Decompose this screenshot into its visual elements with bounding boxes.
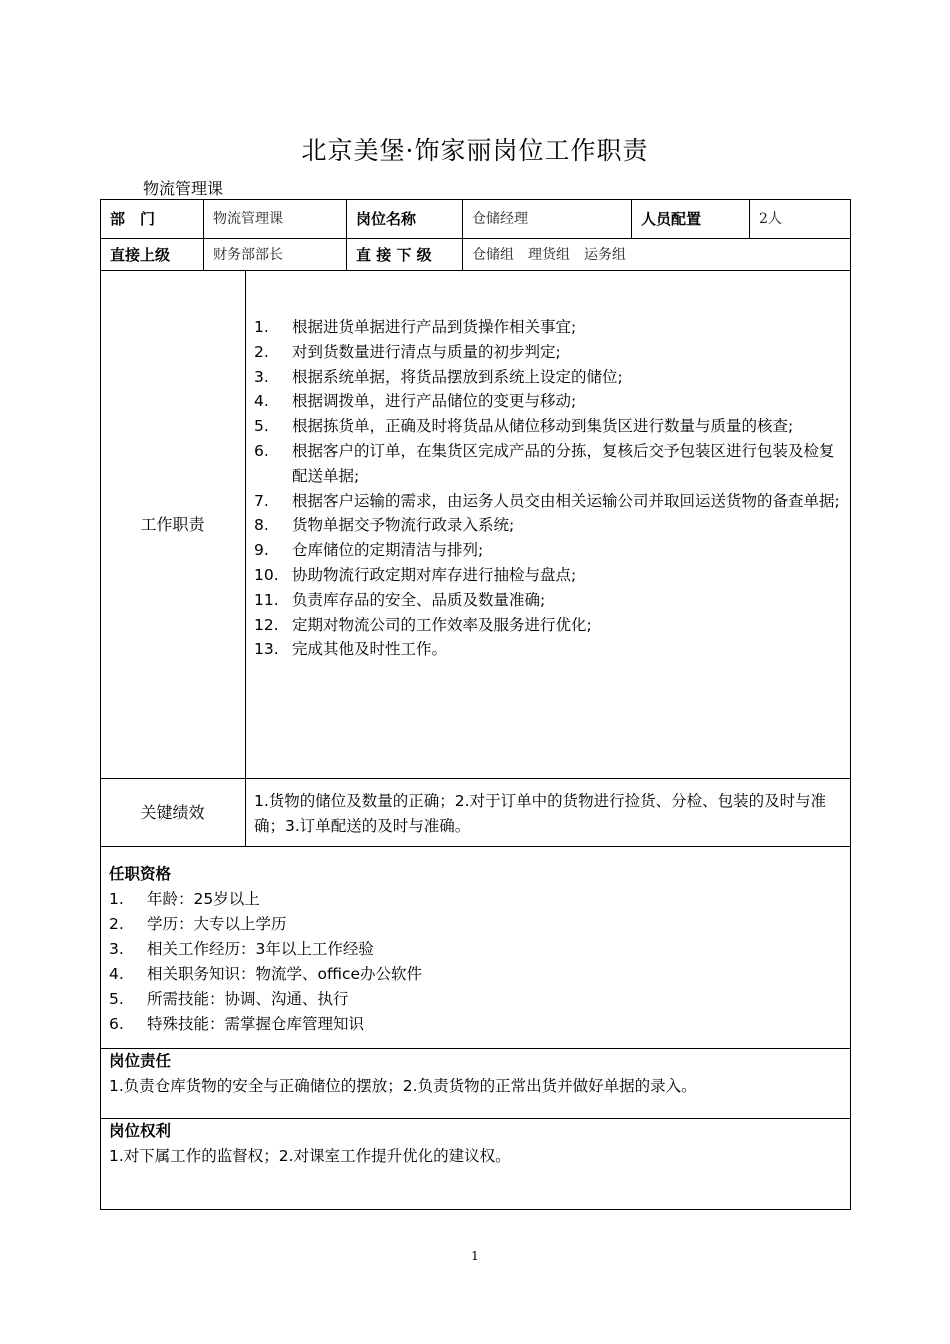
dept-label: 部 门 <box>110 210 156 228</box>
list-item: 2. 学历：大专以上学历 <box>109 915 287 933</box>
qualifications-heading: 任职资格 <box>109 865 172 883</box>
list-item: 10. 协助物流行政定期对库存进行抽检与盘点; <box>254 565 577 584</box>
superior-value: 财务部部长 <box>213 247 283 263</box>
col-divider <box>245 270 246 847</box>
staffing-value: 2人 <box>759 211 782 227</box>
responsibility-text: 1.负责仓库货物的安全与正确储位的摆放；2.负责货物的正常出货并做好单据的录入。 <box>109 1077 697 1095</box>
row-divider <box>100 778 851 779</box>
list-item: 1. 根据进货单据进行产品到货操作相关事宜; <box>254 318 577 336</box>
subordinate-value: 仓储组 理货组 运务组 <box>472 247 626 263</box>
list-item: 5. 根据拣货单，正确及时将货品从储位移动到集货区进行数量与质量的核查; <box>254 417 794 436</box>
page-number: 1 <box>471 1249 479 1263</box>
duties-label: 工作职责 <box>140 515 205 534</box>
col-divider <box>462 199 463 271</box>
superior-label: 直接上级 <box>110 246 171 264</box>
col-divider <box>631 199 632 239</box>
list-item: 12. 定期对物流公司的工作效率及服务进行优化; <box>254 615 592 634</box>
rights-text: 1.对下属工作的监督权；2.对课室工作提升优化的建议权。 <box>109 1147 511 1165</box>
col-divider <box>346 199 347 271</box>
list-item: 7. 根据客户运输的需求，由运务人员交由相关运输公司并取回运送货物的备查单据; <box>254 491 840 510</box>
list-item: 11. 负责库存品的安全、品质及数量准确; <box>254 590 546 609</box>
staffing-label: 人员配置 <box>641 210 702 228</box>
document-title: 北京美堡·饰家丽岗位工作职责 <box>301 136 649 165</box>
list-item: 2. 对到货数量进行清点与质量的初步判定; <box>254 342 561 361</box>
list-item: 4. 根据调拨单，进行产品储位的变更与移动; <box>254 392 577 411</box>
responsibility-section <box>109 1049 839 1099</box>
row-divider <box>100 270 851 271</box>
list-item: 3. 相关工作经历：3年以上工作经验 <box>109 940 374 958</box>
list-item: 6. 根据客户的订单，在集货区完成产品的分拣，复核后交予包装区进行包装及检复配送单据; <box>254 441 835 485</box>
kpi-label: 关键绩效 <box>140 803 205 822</box>
responsibility-heading: 岗位责任 <box>109 1052 172 1070</box>
row-divider <box>100 238 851 239</box>
list-item: 8. 货物单据交予物流行政录入系统; <box>254 516 515 535</box>
col-divider <box>749 199 750 239</box>
col-divider <box>203 199 204 271</box>
list-item: 5. 所需技能：协调、沟通、执行 <box>109 990 349 1008</box>
position-value: 仓储经理 <box>472 211 528 227</box>
list-item: 13. 完成其他及时性工作。 <box>254 640 448 659</box>
list-item: 1. 年龄：25岁以上 <box>109 890 260 908</box>
rights-section <box>109 1119 839 1169</box>
list-item: 4. 相关职务知识：物流学、office办公软件 <box>109 965 423 983</box>
department-caption: 物流管理课 <box>143 179 224 198</box>
kpi-text: 1.货物的储位及数量的正确；2.对于订单中的货物进行捡货、分检、包装的及时与准确；3.订单配送的及时与准确。 <box>254 792 827 835</box>
subordinate-label: 直 接 下 级 <box>356 246 432 264</box>
list-item: 6. 特殊技能：需掌握仓库管理知识 <box>109 1015 365 1033</box>
list-item: 9. 仓库储位的定期清洁与排列; <box>254 541 484 560</box>
qualifications-section <box>109 862 839 1037</box>
duties-list <box>254 315 840 662</box>
list-item: 3. 根据系统单据，将货品摆放到系统上设定的储位; <box>254 367 623 386</box>
position-label: 岗位名称 <box>356 210 417 228</box>
rights-heading: 岗位权利 <box>109 1122 172 1140</box>
dept-value: 物流管理课 <box>213 211 283 227</box>
row-divider <box>100 846 851 847</box>
